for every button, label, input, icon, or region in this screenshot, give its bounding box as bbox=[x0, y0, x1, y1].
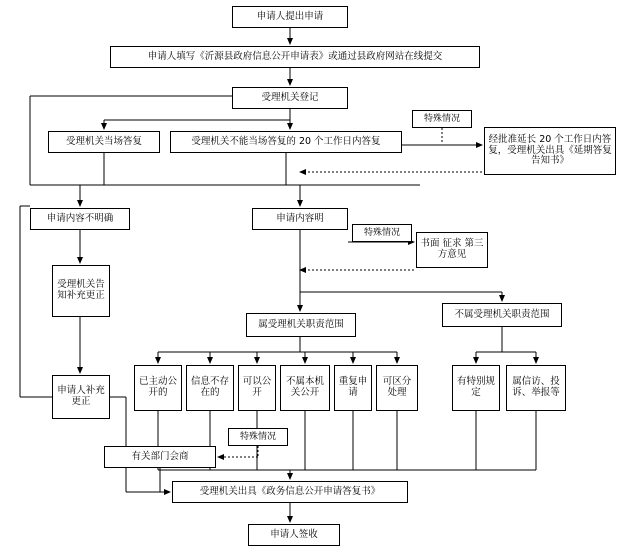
node-info-not-exist[interactable]: 信息不存在的 bbox=[186, 365, 234, 411]
node-third-party-opinion[interactable]: 书面 征求 第三方意见 bbox=[416, 232, 488, 268]
node-may-disclose[interactable]: 可以公开 bbox=[238, 365, 276, 411]
node-agency-registration[interactable]: 受理机关登记 bbox=[232, 87, 348, 109]
node-departments-consult[interactable]: 有关部门会商 bbox=[104, 446, 216, 468]
node-onsite-reply[interactable]: 受理机关当场答复 bbox=[48, 131, 160, 153]
node-already-disclosed[interactable]: 已主动公开的 bbox=[134, 365, 182, 411]
node-separable-handling[interactable]: 可区分处理 bbox=[376, 365, 418, 411]
node-special-case-2[interactable]: 特殊情况 bbox=[352, 224, 412, 242]
node-not-this-agency[interactable]: 不属本机关公开 bbox=[280, 365, 330, 411]
node-applicant-receives[interactable]: 申请人签收 bbox=[248, 524, 340, 546]
node-special-case-3[interactable]: 特殊情况 bbox=[228, 428, 288, 446]
node-applicant-supplements[interactable]: 申请人补充更正 bbox=[52, 375, 110, 419]
node-issue-reply-document[interactable]: 受理机关出具《政务信息公开申请答复书》 bbox=[172, 481, 408, 503]
node-fill-application-form[interactable]: 申请人填写《沂源县政府信息公开申请表》或通过县政府网站在线提交 bbox=[110, 46, 480, 68]
node-special-regulation[interactable]: 有特别规定 bbox=[452, 365, 500, 411]
node-petition-complaint[interactable]: 属信访、投诉、举报等 bbox=[506, 365, 566, 411]
node-content-unclear[interactable]: 申请内容不明确 bbox=[30, 208, 130, 230]
node-special-case-1[interactable]: 特殊情况 bbox=[412, 110, 472, 128]
node-outside-duty-scope[interactable]: 不属受理机关职责范围 bbox=[442, 303, 562, 327]
node-applicant-submits[interactable]: 申请人提出申请 bbox=[232, 6, 348, 28]
node-content-clear[interactable]: 申请内容明 bbox=[252, 208, 348, 230]
node-notify-supplement[interactable]: 受理机关告知补充更正 bbox=[52, 265, 110, 317]
node-extension-notice[interactable]: 经批准延长 20 个工作日内答复，受理机关出具《延期答复告知书》 bbox=[484, 127, 616, 175]
node-20-workday-reply[interactable]: 受理机关不能当场答复的 20 个工作日内答复 bbox=[170, 131, 402, 153]
node-duplicate-application[interactable]: 重复申请 bbox=[334, 365, 372, 411]
node-within-duty-scope[interactable]: 属受理机关职责范围 bbox=[246, 313, 356, 337]
